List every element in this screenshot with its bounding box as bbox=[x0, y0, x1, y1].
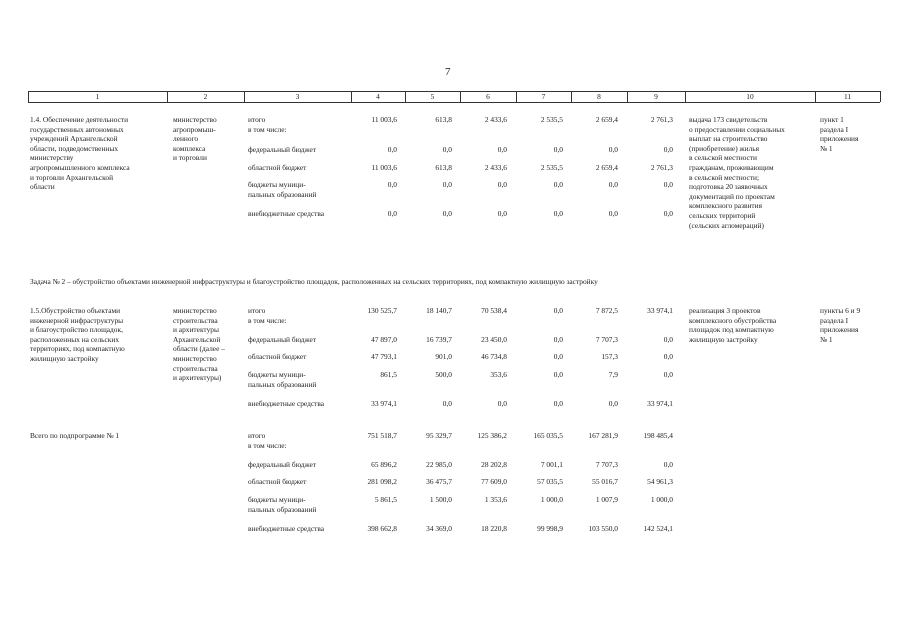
amount-cell: 1 000,0 bbox=[540, 495, 563, 504]
amount-cell: 22 985,0 bbox=[426, 460, 452, 469]
amount-cell: 751 518,7 bbox=[367, 431, 397, 440]
amount-cell: 7,9 bbox=[608, 370, 618, 379]
amount-cell: 0,0 bbox=[553, 145, 563, 154]
expected-result: комплексного обустройства bbox=[689, 315, 777, 325]
amount-cell: 613,8 bbox=[435, 163, 452, 172]
expected-result: гражданам, проживающим bbox=[689, 163, 774, 172]
column-number-10: 10 bbox=[746, 92, 754, 101]
amount-cell: 65 896,2 bbox=[371, 460, 397, 469]
column-number-1: 1 bbox=[95, 92, 100, 101]
expected-result: (приобретение) жилья bbox=[689, 143, 760, 153]
amount-cell: 0,0 bbox=[553, 399, 563, 408]
responsible-executor: Архангельской bbox=[173, 334, 221, 344]
amount-cell: 198 485,4 bbox=[643, 431, 673, 440]
plan-reference: пункт 1 bbox=[820, 115, 844, 124]
funding-source-label: областной бюджет bbox=[248, 477, 307, 486]
funding-source-label: итого bbox=[248, 306, 266, 315]
funding-source-label: внебюджетные средства bbox=[248, 524, 325, 533]
column-number-3: 3 bbox=[295, 92, 300, 101]
amount-cell: 28 202,8 bbox=[481, 460, 507, 469]
funding-source-label: областной бюджет bbox=[248, 163, 307, 172]
funding-source-label: пальных образований bbox=[248, 504, 317, 514]
responsible-executor: министерство bbox=[173, 354, 217, 363]
amount-cell: 2 433,6 bbox=[484, 115, 507, 124]
amount-cell: 2 659,4 bbox=[595, 115, 618, 124]
responsible-executor: министерство bbox=[173, 306, 217, 315]
responsible-executor: министерство bbox=[173, 115, 217, 124]
amount-cell: 55 016,7 bbox=[592, 477, 618, 486]
amount-cell: 0,0 bbox=[553, 180, 563, 189]
funding-source-label: итого bbox=[248, 115, 266, 124]
funding-source-label: пальных образований bbox=[248, 189, 317, 199]
amount-cell: 0,0 bbox=[608, 180, 618, 189]
expected-result: выдача 173 свидетельств bbox=[689, 115, 768, 124]
plan-reference: раздела I bbox=[820, 124, 849, 134]
amount-cell: 130 525,7 bbox=[367, 306, 397, 315]
amount-cell: 0,0 bbox=[553, 209, 563, 218]
amount-cell: 7 001,1 bbox=[540, 460, 563, 469]
funding-source-label: в том числе: bbox=[248, 315, 287, 325]
amount-cell: 16 739,7 bbox=[426, 335, 452, 344]
column-number-6: 6 bbox=[486, 92, 490, 101]
amount-cell: 0,0 bbox=[442, 399, 452, 408]
amount-cell: 1 000,0 bbox=[650, 495, 673, 504]
amount-cell: 0,0 bbox=[663, 352, 673, 361]
amount-cell: 54 961,3 bbox=[647, 477, 673, 486]
amount-cell: 7 707,3 bbox=[595, 460, 618, 469]
measure-name: министерству bbox=[30, 153, 74, 163]
amount-cell: 500,0 bbox=[435, 370, 452, 379]
responsible-executor: комплекса bbox=[173, 143, 206, 153]
amount-cell: 0,0 bbox=[387, 145, 397, 154]
measure-name: государственных автономных bbox=[30, 124, 124, 134]
responsible-executor: агропромыш- bbox=[173, 124, 216, 134]
plan-reference: № 1 bbox=[820, 334, 833, 344]
amount-cell: 901,0 bbox=[435, 352, 452, 361]
amount-cell: 2 433,6 bbox=[484, 163, 507, 172]
column-number-8: 8 bbox=[597, 92, 601, 101]
measure-name: 1.5.Обустройство объектами bbox=[30, 306, 121, 315]
amount-cell: 142 524,1 bbox=[643, 524, 673, 533]
expected-result: (сельских агломераций) bbox=[689, 220, 764, 230]
expected-result: документаций по проектам bbox=[689, 191, 775, 201]
column-number-5: 5 bbox=[430, 92, 435, 101]
amount-cell: 0,0 bbox=[442, 180, 452, 189]
amount-cell: 0,0 bbox=[608, 399, 618, 408]
amount-cell: 0,0 bbox=[442, 209, 452, 218]
amount-cell: 11 003,6 bbox=[371, 163, 397, 172]
responsible-executor: строительства bbox=[173, 363, 218, 373]
responsible-executor: области (далее – bbox=[173, 344, 225, 354]
amount-cell: 2 535,5 bbox=[540, 163, 563, 172]
funding-source-label: итого bbox=[248, 431, 266, 440]
expected-result: в сельской местности; bbox=[689, 172, 760, 182]
plan-reference: № 1 bbox=[820, 143, 833, 153]
measure-name: области bbox=[30, 182, 55, 192]
amount-cell: 7 872,5 bbox=[595, 306, 618, 315]
amount-cell: 165 035,5 bbox=[533, 431, 563, 440]
amount-cell: 70 538,4 bbox=[481, 306, 507, 315]
amount-cell: 0,0 bbox=[387, 209, 397, 218]
task-heading: Задача № 2 – обустройство объектами инженерной инфраструктуры и благоустройство площадок, расположенных на сельских территориях, под компактную жилищную застройку bbox=[30, 277, 598, 286]
amount-cell: 0,0 bbox=[497, 180, 507, 189]
amount-cell: 0,0 bbox=[442, 145, 452, 154]
amount-cell: 2 761,3 bbox=[650, 163, 673, 172]
column-divider bbox=[880, 91, 881, 102]
amount-cell: 47 897,0 bbox=[371, 335, 397, 344]
amount-cell: 0,0 bbox=[497, 399, 507, 408]
funding-source-label: бюджеты муници- bbox=[248, 180, 306, 189]
amount-cell: 23 450,0 bbox=[481, 335, 507, 344]
amount-cell: 0,0 bbox=[497, 209, 507, 218]
expected-result: площадок под компактную bbox=[689, 325, 774, 335]
measure-name: и торговли Архангельской bbox=[30, 172, 114, 182]
funding-source-label: федеральный бюджет bbox=[248, 460, 317, 469]
amount-cell: 57 035,5 bbox=[537, 477, 563, 486]
amount-cell: 0,0 bbox=[663, 370, 673, 379]
expected-result: в сельской местности bbox=[689, 153, 757, 163]
funding-source-label: бюджеты муници- bbox=[248, 495, 306, 504]
measure-name: территориях, под компактную bbox=[30, 344, 125, 354]
amount-cell: 0,0 bbox=[663, 209, 673, 218]
funding-source-label: внебюджетные средства bbox=[248, 399, 325, 408]
amount-cell: 33 974,1 bbox=[647, 399, 673, 408]
measure-name: агропромышленного комплекса bbox=[30, 163, 130, 172]
expected-result: сельских территорий bbox=[689, 211, 756, 220]
page-number: 7 bbox=[445, 66, 451, 78]
measure-name: и благоустройство площадок, bbox=[30, 325, 123, 335]
amount-cell: 2 761,3 bbox=[650, 115, 673, 124]
amount-cell: 34 369,0 bbox=[426, 524, 452, 533]
expected-result: комплексного развития bbox=[689, 201, 763, 211]
amount-cell: 613,8 bbox=[435, 115, 452, 124]
column-number-9: 9 bbox=[654, 92, 658, 101]
plan-reference: приложения bbox=[820, 134, 859, 144]
amount-cell: 1 500,0 bbox=[429, 495, 452, 504]
amount-cell: 99 998,9 bbox=[537, 524, 563, 533]
amount-cell: 0,0 bbox=[553, 306, 563, 315]
funding-source-label: внебюджетные средства bbox=[248, 209, 325, 218]
amount-cell: 0,0 bbox=[663, 180, 673, 189]
amount-cell: 5 861,5 bbox=[374, 495, 397, 504]
funding-source-label: бюджеты муници- bbox=[248, 370, 306, 379]
funding-source-label: пальных образований bbox=[248, 379, 317, 389]
amount-cell: 0,0 bbox=[608, 145, 618, 154]
responsible-executor: ленного bbox=[173, 134, 199, 144]
amount-cell: 0,0 bbox=[553, 335, 563, 344]
expected-result: о предоставлении социальных bbox=[689, 124, 785, 134]
amount-cell: 1 353,6 bbox=[484, 495, 507, 504]
amount-cell: 1 007,9 bbox=[595, 495, 618, 504]
amount-cell: 0,0 bbox=[497, 145, 507, 154]
amount-cell: 11 003,6 bbox=[371, 115, 397, 124]
expected-result: жилищную застройку bbox=[689, 334, 758, 344]
funding-source-label: областной бюджет bbox=[248, 352, 307, 361]
amount-cell: 33 974,1 bbox=[647, 306, 673, 315]
amount-cell: 33 974,1 bbox=[371, 399, 397, 408]
amount-cell: 125 386,2 bbox=[477, 431, 507, 440]
expected-result: подготовка 20 заявочных bbox=[689, 182, 768, 192]
amount-cell: 398 662,8 bbox=[367, 524, 397, 533]
amount-cell: 861,5 bbox=[380, 370, 397, 379]
amount-cell: 2 659,4 bbox=[595, 163, 618, 172]
funding-source-label: федеральный бюджет bbox=[248, 335, 317, 344]
amount-cell: 46 734,8 bbox=[481, 352, 507, 361]
amount-cell: 77 609,0 bbox=[481, 477, 507, 486]
subprogram-total-label: Всего по подпрограмме № 1 bbox=[30, 431, 120, 440]
expected-result: реализация 3 проектов bbox=[689, 306, 761, 315]
column-number-7: 7 bbox=[541, 92, 546, 101]
measure-name: расположенных на сельских bbox=[30, 334, 120, 344]
measure-name: учреждений Архангельской bbox=[30, 134, 118, 144]
amount-cell: 0,0 bbox=[553, 352, 563, 361]
amount-cell: 0,0 bbox=[553, 370, 563, 379]
responsible-executor: и архитектуры bbox=[173, 325, 219, 335]
amount-cell: 353,6 bbox=[490, 370, 507, 379]
column-number-4: 4 bbox=[376, 92, 380, 101]
amount-cell: 0,0 bbox=[387, 180, 397, 189]
funding-source-label: в том числе: bbox=[248, 440, 287, 450]
amount-cell: 7 707,3 bbox=[595, 335, 618, 344]
amount-cell: 2 535,5 bbox=[540, 115, 563, 124]
measure-name: инженерной инфраструктуры bbox=[30, 315, 124, 325]
amount-cell: 157,3 bbox=[601, 352, 618, 361]
header-bottom-rule bbox=[28, 102, 880, 103]
amount-cell: 103 550,0 bbox=[588, 524, 618, 533]
amount-cell: 0,0 bbox=[663, 335, 673, 344]
measure-name: жилищную застройку bbox=[30, 354, 99, 363]
funding-source-label: в том числе: bbox=[248, 124, 287, 134]
responsible-executor: строительства bbox=[173, 315, 218, 325]
amount-cell: 18 140,7 bbox=[426, 306, 452, 315]
measure-name: 1.4. Обеспечение деятельности bbox=[30, 115, 129, 124]
expected-result: выплат на строительство bbox=[689, 134, 768, 144]
amount-cell: 18 220,8 bbox=[481, 524, 507, 533]
plan-reference: пункты 6 и 9 bbox=[820, 306, 861, 315]
amount-cell: 0,0 bbox=[663, 145, 673, 154]
amount-cell: 95 329,7 bbox=[426, 431, 452, 440]
amount-cell: 36 475,7 bbox=[426, 477, 452, 486]
amount-cell: 47 793,1 bbox=[371, 352, 397, 361]
plan-reference: раздела I bbox=[820, 315, 849, 325]
measure-name: области, подведомственных bbox=[30, 143, 119, 153]
funding-source-label: федеральный бюджет bbox=[248, 145, 317, 154]
responsible-executor: и торговли bbox=[173, 153, 207, 163]
column-number-11: 11 bbox=[843, 92, 852, 101]
amount-cell: 281 098,2 bbox=[367, 477, 397, 486]
responsible-executor: и архитектуры) bbox=[173, 373, 222, 383]
column-number-2: 2 bbox=[203, 92, 208, 101]
plan-reference: приложения bbox=[820, 325, 859, 335]
amount-cell: 0,0 bbox=[608, 209, 618, 218]
amount-cell: 167 281,9 bbox=[588, 431, 618, 440]
amount-cell: 0,0 bbox=[663, 460, 673, 469]
